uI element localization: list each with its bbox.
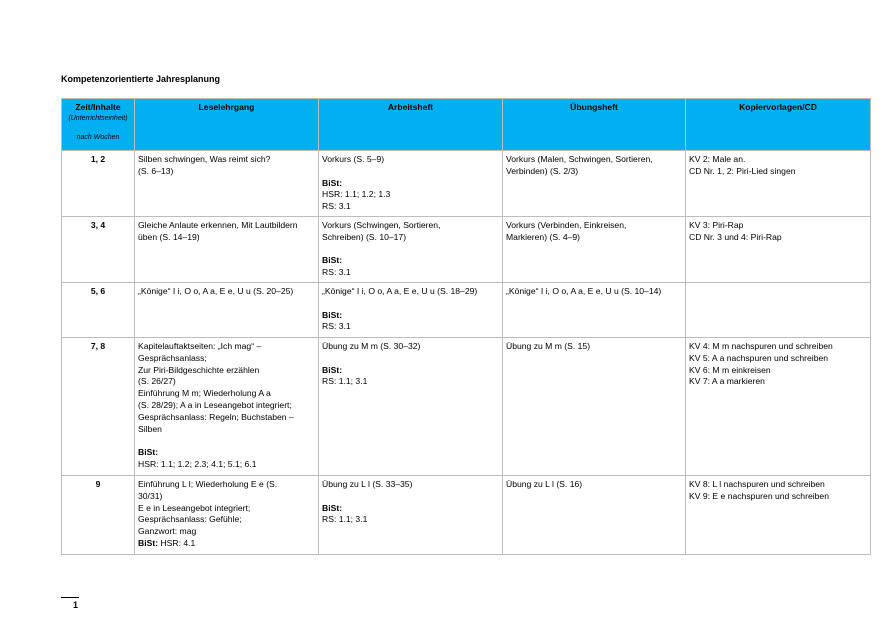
row-time: 1, 2 (62, 151, 135, 217)
header-leselehrgang: Leselehrgang (135, 99, 319, 151)
row-time: 9 (62, 476, 135, 555)
cell-uebung: Übung zu M m (S. 15) (503, 338, 686, 476)
table-row (62, 476, 871, 555)
table-row (62, 217, 871, 283)
cell-lese: Gleiche Anlaute erkennen, Mit Lautbildern üben (S. 14–19) (135, 217, 319, 283)
cell-uebung: Vorkurs (Verbinden, Einkreisen, Markieren) (S. 4–9) (503, 217, 686, 283)
cell-arbeit: Übung zu L l (S. 33–35) BiSt: RS: 1.1; 3.1 (319, 476, 503, 555)
cell-uebung: Vorkurs (Malen, Schwingen, Sortieren, Verbinden) (S. 2/3) (503, 151, 686, 217)
table-row (62, 283, 871, 338)
table-row (62, 338, 871, 476)
cell-arbeit: Vorkurs (S. 5–9) BiSt: HSR: 1.1; 1.2; 1.3 RS: 3.1 (319, 151, 503, 217)
cell-kopier: KV 4: M m nachspuren und schreiben KV 5: A a nachspuren und schreiben KV 6: M m einkreisen KV 7: A a markieren (686, 338, 871, 476)
page-title: Kompetenzorientierte Jahresplanung (61, 74, 221, 84)
cell-lese: Silben schwingen, Was reimt sich? (S. 6–13) (135, 151, 319, 217)
row-time: 5, 6 (62, 283, 135, 338)
cell-uebung: Übung zu L l (S. 16) (503, 476, 686, 555)
header-arbeitsheft: Arbeitsheft (319, 99, 503, 151)
header-time: Zeit/Inhalte (Unterrichtseinheit) nach Wochen (62, 99, 135, 151)
cell-lese: Einführung L l; Wiederholung E e (S. 30/31) E e in Leseangebot integriert; Gesprächsanlass: Gefühle; Ganzwort: mag BiSt: HSR: 4.1 (135, 476, 319, 555)
cell-arbeit: „Könige“ I i, O o, A a, E e, U u (S. 18–29) BiSt: RS: 3.1 (319, 283, 503, 338)
cell-kopier: KV 3: Piri-Rap CD Nr. 3 und 4: Piri-Rap (686, 217, 871, 283)
yearly-plan-table (61, 98, 871, 555)
cell-uebung: „Könige“ I i, O o, A a, E e, U u (S. 10–14) (503, 283, 686, 338)
row-time: 3, 4 (62, 217, 135, 283)
cell-kopier (686, 283, 871, 338)
cell-arbeit: Vorkurs (Schwingen, Sortieren, Schreiben) (S. 10–17) BiSt: RS: 3.1 (319, 217, 503, 283)
row-time: 7, 8 (62, 338, 135, 476)
cell-lese: „Könige“ I i, O o, A a, E e, U u (S. 20–25) (135, 283, 319, 338)
table-header-row (62, 99, 871, 151)
header-uebungsheft: Übungsheft (503, 99, 686, 151)
cell-arbeit: Übung zu M m (S. 30–32) BiSt: RS: 1.1; 3.1 (319, 338, 503, 476)
cell-kopier: KV 8: L l nachspuren und schreiben KV 9: E e nachspuren und schreiben (686, 476, 871, 555)
cell-lese: Kapitelauftaktseiten: „Ich mag“ – Gesprächsanlass; Zur Piri-Bildgeschichte erzählen (S. 26/27) Einführung M m; Wiederholung A a (S. 28/29); A a in Leseangebot integriert; Gesprächsanlass: Regeln; Buchstaben – Silben BiSt: HSR: 1.1; 1.2; 2.3; 4.1; 5.1; 6.1 (135, 338, 319, 476)
footer-rule (61, 597, 79, 598)
header-kopiervorlagen: Kopiervorlagen/CD (686, 99, 871, 151)
cell-kopier: KV 2: Male an. CD Nr. 1, 2: Piri-Lied singen (686, 151, 871, 217)
table-row (62, 151, 871, 217)
page-number: 1 (73, 600, 79, 610)
